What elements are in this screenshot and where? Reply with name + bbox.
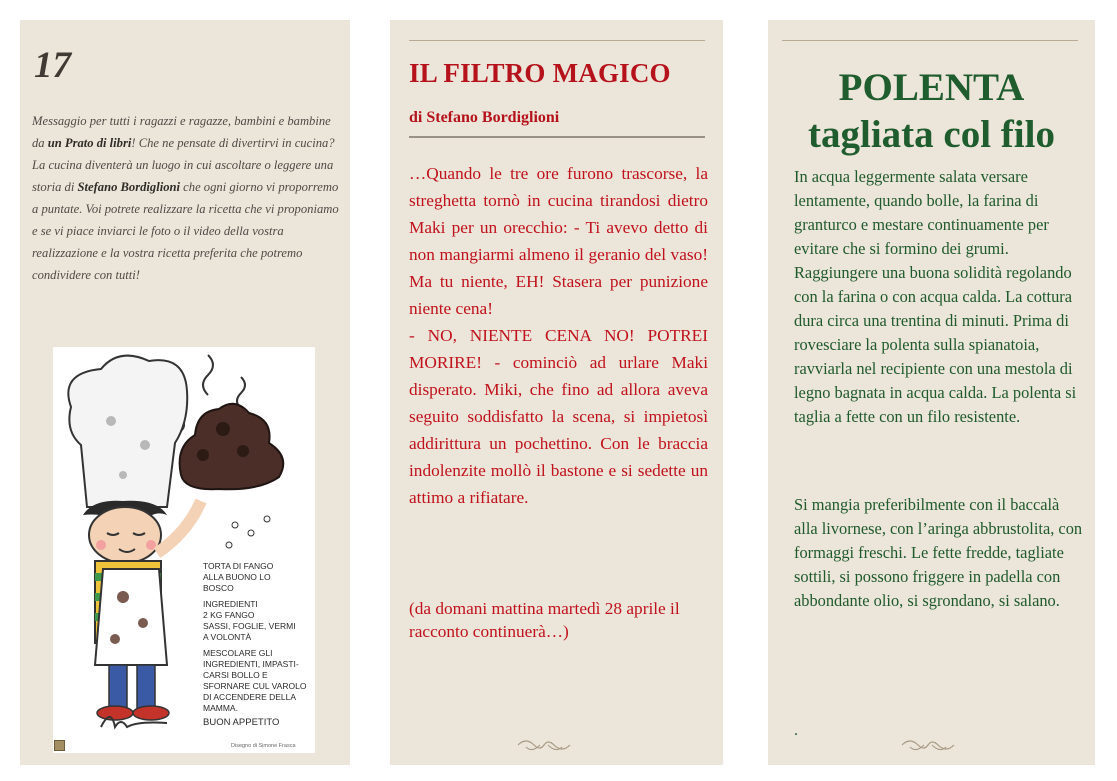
page-number: 17 xyxy=(34,45,71,86)
hand-line: TORTA DI FANGO xyxy=(203,561,274,571)
handwritten-recipe xyxy=(203,561,307,728)
footer-mark: . xyxy=(794,722,798,739)
intro-message xyxy=(32,110,340,286)
ornament-icon xyxy=(898,737,958,753)
hand-line: BUON APPETITO xyxy=(203,717,280,728)
recipe-panel xyxy=(768,20,1095,765)
title-divider xyxy=(409,136,705,138)
intro-part1: Messaggio per tutti i ragazzi e ragazze, bambini e bambine da xyxy=(32,114,331,150)
hand-line: A VOLONTÀ xyxy=(203,632,252,642)
hand-line: 2 KG FANGO xyxy=(203,610,255,620)
hand-line: MESCOLARE GLI xyxy=(203,648,273,658)
hand-line: SASSI, FOGLIE, VERMI xyxy=(203,621,296,631)
chef-boy-illustration xyxy=(53,347,315,753)
recipe-title xyxy=(768,64,1095,158)
top-divider xyxy=(782,40,1078,41)
story-title: IL FILTRO MAGICO xyxy=(409,58,671,88)
story-paragraph: - NO, NIENTE CENA NO! POTREI MORIRE! - cominciò ad urlare Maki disperato. Miki, che fino ad allora aveva seguito soddisfatto la scena, si impietosì addirittura un pochettino. Con le braccia indolenzite mollò il bastone e si sedette un attimo a rifiatare. xyxy=(409,326,708,507)
chef-drawing xyxy=(53,347,315,753)
story-continuation: (da domani mattina martedì 28 aprile il racconto continuerà…) xyxy=(409,599,680,641)
recipe-paragraph: Si mangia preferibilmente con il baccalà alla livornese, con l’aringa abbrustolita, con formaggi freschi. Le fette fredde, tagliate sottili, si possono friggere in padella con abbondante olio, si sgrondano, si salano. xyxy=(794,495,1083,610)
top-divider xyxy=(409,40,705,41)
hand-line: INGREDIENTI xyxy=(203,599,258,609)
hand-line: ALLA BUONO LO xyxy=(203,572,271,582)
story-author: di Stefano Bordiglioni xyxy=(409,109,560,126)
hand-line: MAMMA. xyxy=(203,703,238,713)
ornament-icon xyxy=(514,737,574,753)
illustration-credit: Disegno di Simone Frasca xyxy=(231,743,296,749)
hand-line: DI ACCENDERE DELLA xyxy=(203,692,297,702)
intro-bold-prato: un Prato di libri xyxy=(47,136,132,150)
hand-line: SFORNARE CUL VAROLO xyxy=(203,681,307,691)
intro-part2: ! Che ne pensate di divertirvi in cucina? La cucina diventerà un luogo in cui ascoltare o leggere una storia di xyxy=(32,136,335,194)
recipe-title-line1: POLENTA xyxy=(838,66,1025,109)
recipe-title-line2: tagliata col filo xyxy=(808,113,1055,156)
intro-bold-author: Stefano Bordiglioni xyxy=(77,180,181,194)
intro-panel xyxy=(20,20,350,765)
hand-line: INGREDIENTI, IMPASTI- xyxy=(203,659,299,669)
recipe-paragraph: In acqua leggermente salata versare lentamente, quando bolle, la farina di granturco e mestare continuamente per evitare che si formino dei grumi. Raggiungere una buona solidità regolando con la farina o con acqua calda. La cottura dura circa una trentina di minuti. Prima di rovesciare la polenta sulla spianatoia, ravviarla nel recipiente con una mestola di legno bagnata in acqua calda. La polenta si taglia a fette con un filo resistente. xyxy=(794,167,1077,426)
hand-line: BOSCO xyxy=(203,583,234,593)
story-panel xyxy=(390,20,723,765)
thumbnail-icon xyxy=(54,740,65,751)
story-paragraph: …Quando le tre ore furono trascorse, la streghetta tornò in cucina tirandosi dietro Maki per un orecchio: - Ti avevo detto di non mangiarmi almeno il geranio del vaso! Ma tu niente, EH! Stasera per punizione niente cena! xyxy=(409,164,708,318)
story-body xyxy=(409,160,708,511)
hand-line: CARSI BOLLO E xyxy=(203,670,268,680)
intro-part3: che ogni giorno vi proporremo a puntate. Voi potrete realizzare la ricetta che vi proponiamo e se vi piace inviarci le foto o il video della vostra realizzazione e la vostra ricetta preferita che potremo condividere con tutti! xyxy=(32,180,339,282)
